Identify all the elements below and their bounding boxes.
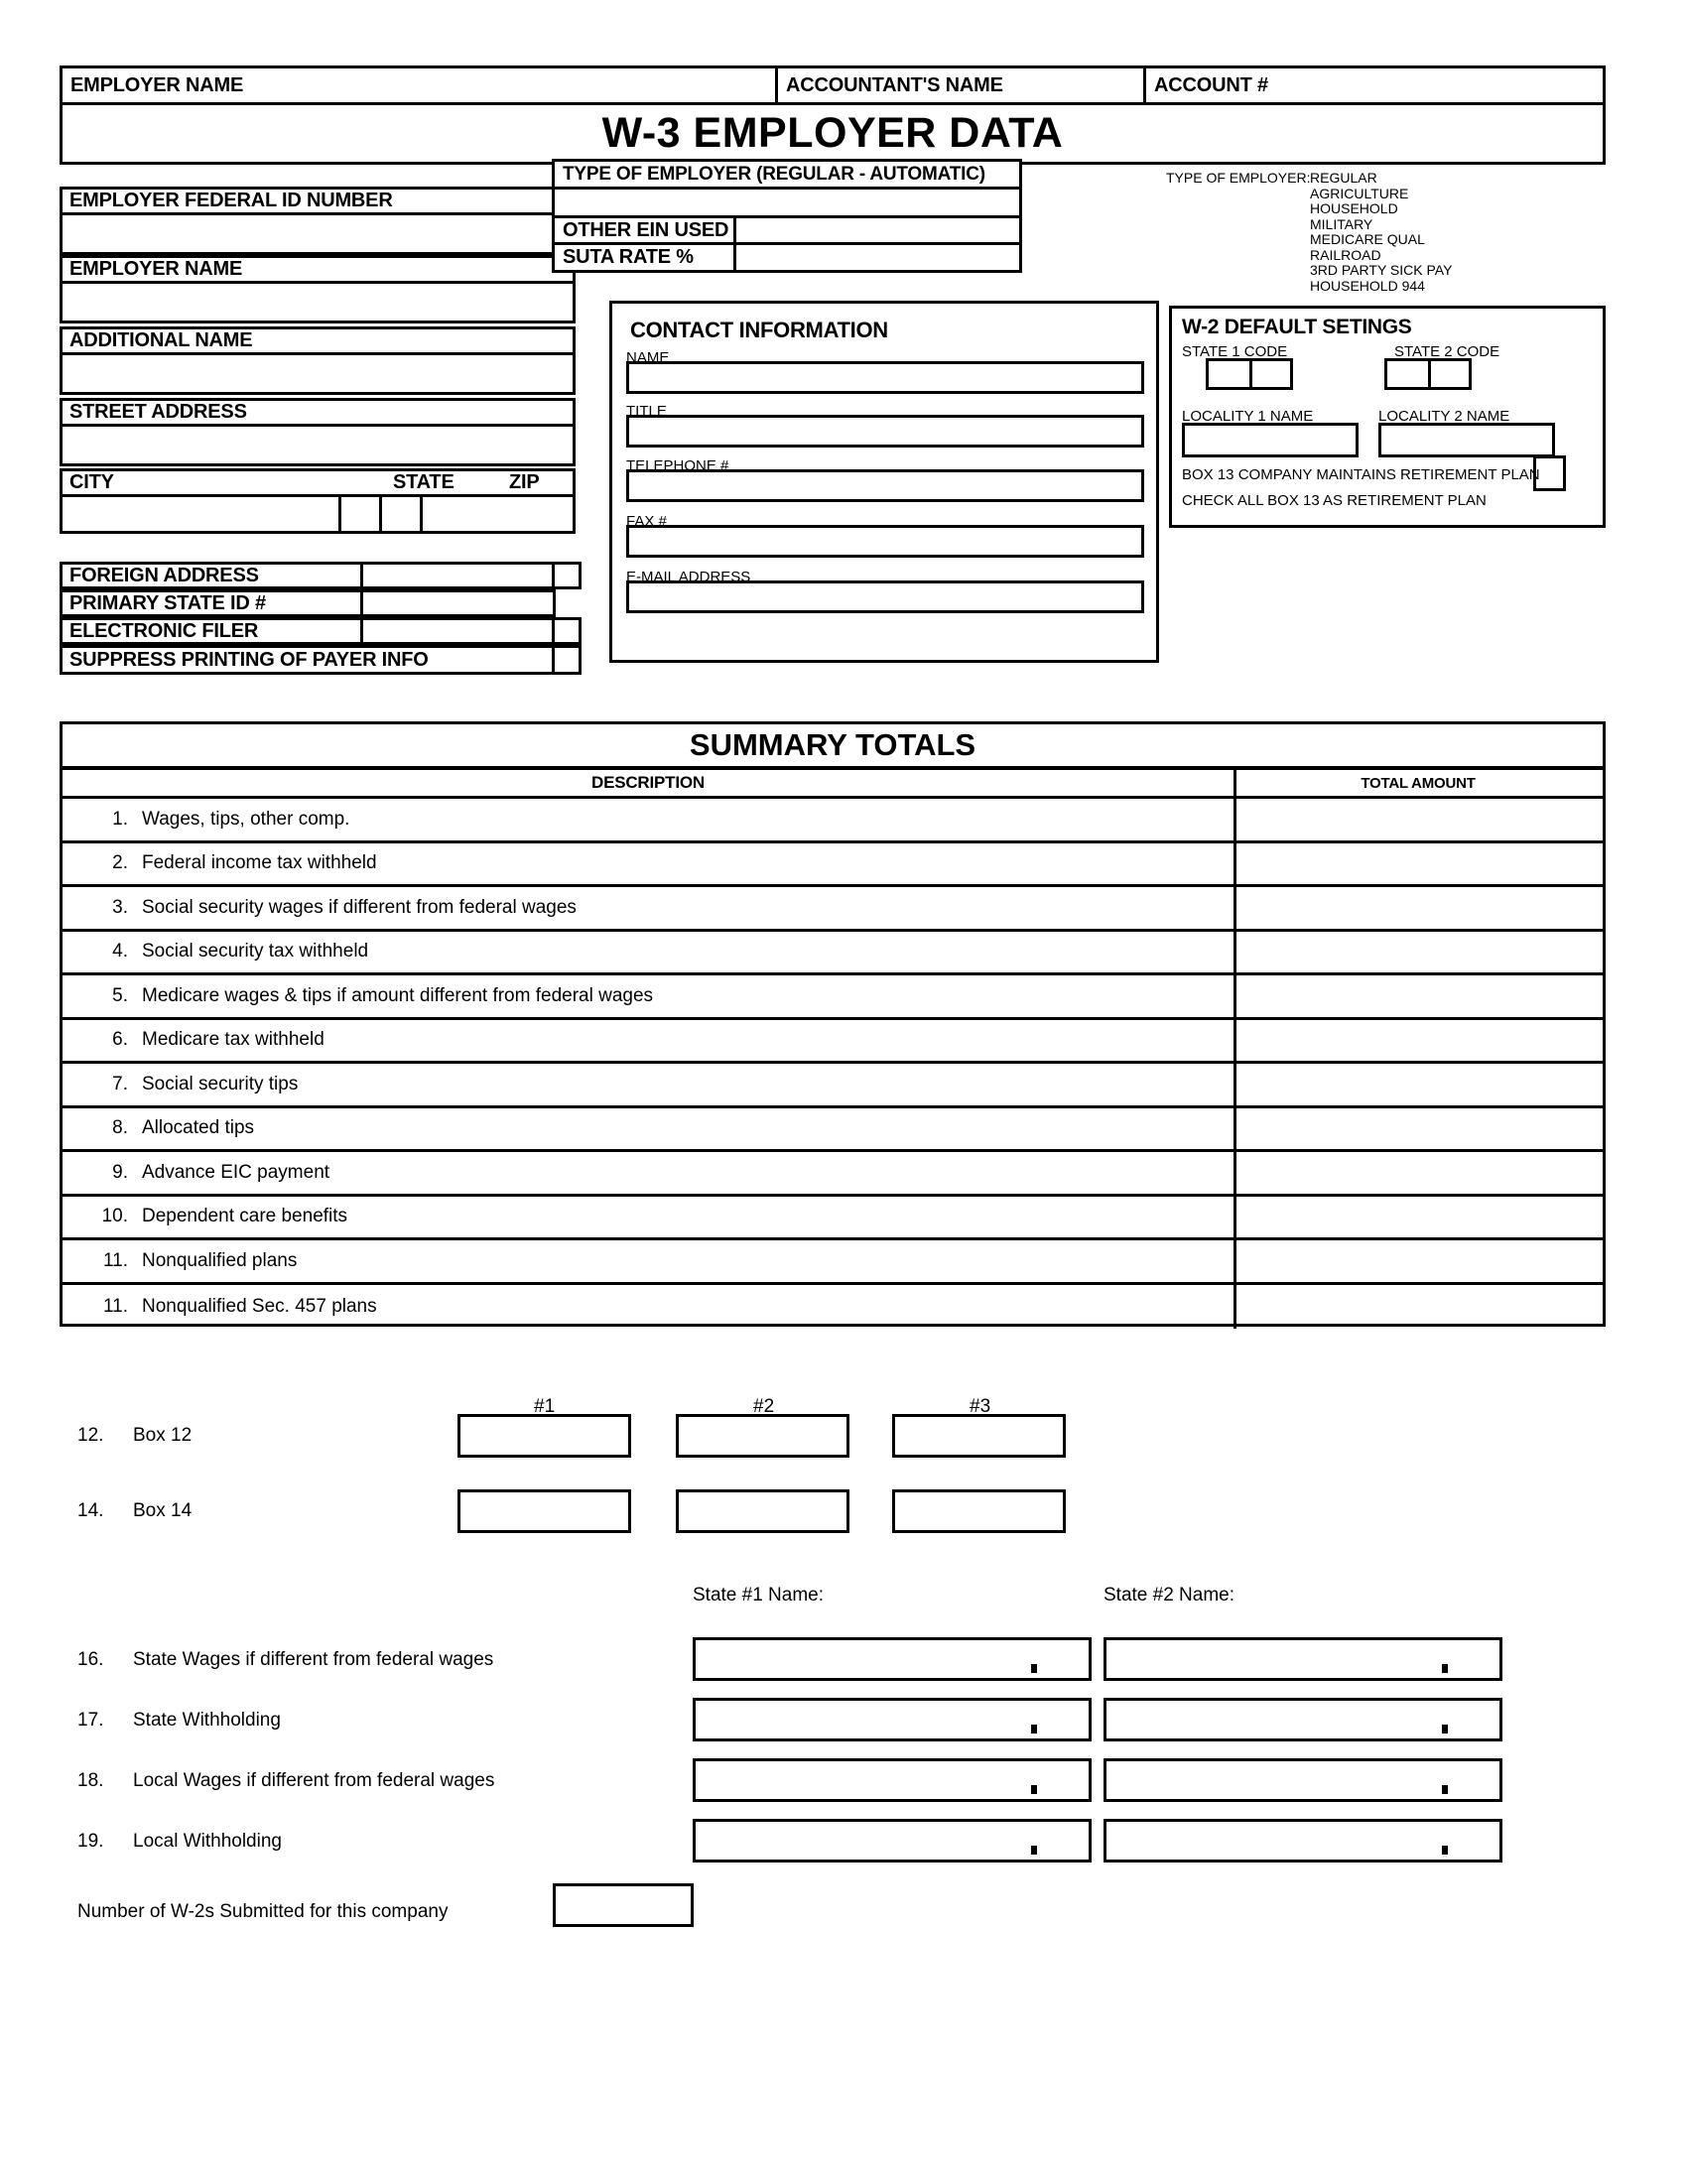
row-description: Wages, tips, other comp. [142,808,350,830]
legend-item: HOUSEHOLD [1310,200,1398,216]
header-account-number-label: ACCOUNT # [1154,73,1268,96]
row-description: Medicare wages & tips if amount different from federal wages [142,984,654,1006]
legend-item: REGULAR [1310,170,1377,186]
state-row-label: State Wages if different from federal wages [133,1649,494,1670]
label-state-2-code: STATE 2 CODE [1394,343,1500,360]
label-other-ein-used-box [552,218,736,245]
legend-item: RAILROAD [1310,246,1381,263]
row-description: Medicare tax withheld [142,1029,325,1051]
decimal-marker [1031,1846,1037,1855]
input-state-part-1[interactable] [341,497,379,531]
legend-item: MILITARY [1310,215,1373,232]
label-number-of-w2s-submitted: Number of W-2s Submitted for this company [77,1901,449,1922]
summary-totals-panel [60,721,1606,1327]
box-column-header-1: #1 [534,1396,556,1417]
row-amount-input[interactable] [1236,975,1603,1017]
label-other-ein-used: OTHER EIN USED [563,218,729,241]
form-header-strip [60,65,1606,105]
checkbox-box13-retirement-plan[interactable] [1533,455,1566,491]
label-box13-maintains-retirement-plan: BOX 13 COMPANY MAINTAINS RETIREMENT PLAN [1182,466,1540,483]
row-amount-input[interactable] [1236,843,1603,885]
type-of-employer-title: TYPE OF EMPLOYER (REGULAR - AUTOMATIC) [563,163,985,185]
row-amount-input[interactable] [1236,1108,1603,1150]
input-other-ein-used[interactable] [736,218,1022,245]
row-description: Dependent care benefits [142,1206,348,1227]
decimal-marker [1031,1664,1037,1673]
label-zip: ZIP [509,471,540,493]
row-amount-input[interactable] [1236,1152,1603,1194]
input-contact-name[interactable] [626,361,1144,394]
row-amount-input[interactable] [1236,1197,1603,1238]
input-foreign-address[interactable] [360,562,556,589]
input-electronic-filer[interactable] [360,617,556,645]
label-contact-name: NAME [626,349,670,366]
table-row [63,932,1603,976]
row-number: 3. [112,896,128,918]
input-local2-withholding[interactable] [1104,1819,1502,1863]
row-description: Nonqualified Sec. 457 plans [142,1295,377,1317]
row-description: Social security tips [142,1073,299,1094]
label-contact-telephone: TELEPHONE # [626,457,729,474]
decimal-marker [1442,1664,1448,1673]
legend-heading: TYPE OF EMPLOYER: [1166,170,1311,186]
state-row-number: 17. [77,1710,104,1731]
state-row-number: 19. [77,1831,104,1852]
row-amount-input[interactable] [1236,1020,1603,1062]
type-of-employer-title-box [552,159,1022,190]
row-description: Social security tax withheld [142,941,369,963]
label-locality-1-name: LOCALITY 1 NAME [1182,408,1314,425]
summary-totals-header-row [63,770,1603,799]
row-number: 8. [112,1117,128,1139]
label-foreign-address: FOREIGN ADDRESS [69,564,259,586]
w2-default-settings-panel [1169,306,1606,528]
label-primary-state-id: PRIMARY STATE ID # [69,591,266,614]
label-street-address: STREET ADDRESS [60,398,576,427]
row-description: Federal income tax withheld [142,852,377,874]
input-state2-withholding[interactable] [1104,1698,1502,1741]
table-row [63,975,1603,1020]
input-local1-withholding[interactable] [693,1819,1092,1863]
input-street-address[interactable] [60,427,576,466]
row-number: 4. [112,941,128,963]
input-contact-fax[interactable] [626,525,1144,558]
label-employer-name: EMPLOYER NAME [60,255,576,284]
input-local2-wages[interactable] [1104,1758,1502,1802]
checkbox-electronic-filer[interactable] [552,617,582,645]
input-state-2-code[interactable] [1384,358,1472,390]
input-box12-2[interactable] [676,1414,849,1458]
row-number: 5. [112,984,128,1006]
table-row [63,1064,1603,1108]
label-state-1-code: STATE 1 CODE [1182,343,1288,360]
row-amount-input[interactable] [1236,1240,1603,1282]
box-column-header-3: #3 [970,1396,991,1417]
input-contact-telephone[interactable] [626,469,1144,502]
page-title: W-3 EMPLOYER DATA [601,109,1064,157]
legend-item: 3RD PARTY SICK PAY [1310,262,1453,278]
label-contact-title: TITLE [626,403,667,420]
contact-information-title: CONTACT INFORMATION [630,318,888,342]
row-number: 9. [112,1161,128,1183]
summary-totals-title-row [63,724,1603,770]
row-suppress-printing [60,645,575,675]
input-contact-email[interactable] [626,580,1144,613]
row-number: 11. [102,1249,128,1271]
label-suta-rate: SUTA RATE % [563,246,694,268]
state-row-number: 16. [77,1649,104,1670]
table-row [63,1152,1603,1197]
checkbox-suppress-printing[interactable] [552,645,582,675]
input-city[interactable] [63,497,338,531]
decimal-marker [1031,1725,1037,1734]
table-row [63,887,1603,932]
input-box12-3[interactable] [892,1414,1066,1458]
row-description: Advance EIC payment [142,1161,330,1183]
label-suppress-printing: SUPPRESS PRINTING OF PAYER INFO [69,648,429,671]
box12-row-number: 12. [77,1425,104,1446]
row-number: 11. [102,1295,128,1317]
column-header-total-amount: TOTAL AMOUNT [1361,774,1476,792]
table-row [63,1240,1603,1285]
row-number: 1. [112,808,128,830]
state-2-code-divider [1428,361,1431,387]
legend-item: AGRICULTURE [1310,185,1409,201]
input-box14-3[interactable] [892,1489,1066,1533]
row-amount-input[interactable] [1236,1064,1603,1105]
input-locality-1-name[interactable] [1182,423,1359,457]
input-state-1-code[interactable] [1206,358,1293,390]
state-1-code-divider [1249,361,1252,387]
input-type-of-employer[interactable] [552,190,1022,218]
state-2-name-header: State #2 Name: [1104,1585,1235,1606]
box12-row-label: Box 12 [133,1425,193,1446]
label-locality-2-name: LOCALITY 2 NAME [1378,408,1510,425]
input-zip[interactable] [423,497,573,531]
input-employer-federal-id[interactable] [60,215,576,255]
box14-row-number: 14. [77,1500,104,1521]
input-box12-1[interactable] [457,1414,631,1458]
input-state-part-2[interactable] [382,497,420,531]
row-description: Nonqualified plans [142,1249,298,1271]
header-employer-name-label: EMPLOYER NAME [70,73,244,96]
row-number: 2. [112,852,128,874]
input-contact-title[interactable] [626,415,1144,448]
row-amount-input[interactable] [1236,932,1603,973]
state-row-label: Local Wages if different from federal wages [133,1770,495,1791]
input-locality-2-name[interactable] [1378,423,1555,457]
table-row [63,1197,1603,1241]
label-suta-rate-box [552,245,736,273]
decimal-marker [1442,1725,1448,1734]
row-amount-input[interactable] [1236,887,1603,929]
legend-items-list [1310,171,1452,294]
box14-row-label: Box 14 [133,1500,193,1521]
header-accountants-name-label: ACCOUNTANT'S NAME [786,73,1003,96]
box-column-header-2: #2 [753,1396,775,1417]
input-city-state-zip-row [60,497,576,534]
legend-item: HOUSEHOLD 944 [1310,277,1425,294]
state-row-label: Local Withholding [133,1831,282,1852]
input-local1-wages[interactable] [693,1758,1092,1802]
row-description: Social security wages if different from federal wages [142,896,577,918]
decimal-marker [1442,1846,1448,1855]
row-amount-input[interactable] [1236,1285,1603,1330]
table-row [63,1108,1603,1153]
input-suta-rate[interactable] [736,245,1022,273]
form-title-band [60,105,1606,165]
row-number: 7. [112,1073,128,1094]
input-state1-withholding[interactable] [693,1698,1092,1741]
input-primary-state-id[interactable] [360,589,556,617]
row-amount-input[interactable] [1236,799,1603,840]
input-number-of-w2s-submitted[interactable] [553,1883,694,1927]
input-state2-wages[interactable] [1104,1637,1502,1681]
input-employer-name[interactable] [60,284,576,323]
label-contact-email: E-MAIL ADDRESS [626,569,751,585]
label-city: CITY [69,471,114,493]
table-row [63,799,1603,843]
row-description: Allocated tips [142,1117,255,1139]
table-row [63,1285,1603,1330]
table-row [63,843,1603,888]
label-city-state-zip-row [60,468,576,497]
state-1-name-header: State #1 Name: [693,1585,825,1606]
label-electronic-filer: ELECTRONIC FILER [69,619,259,642]
state-row-label: State Withholding [133,1710,281,1731]
w2-default-settings-title: W-2 DEFAULT SETINGS [1182,316,1412,338]
legend-item: MEDICARE QUAL [1310,231,1425,247]
input-box14-2[interactable] [676,1489,849,1533]
decimal-marker [1442,1785,1448,1794]
state-row-number: 18. [77,1770,104,1791]
input-box14-1[interactable] [457,1489,631,1533]
input-additional-name[interactable] [60,355,576,395]
column-header-description: DESCRIPTION [591,773,705,792]
label-contact-fax: FAX # [626,513,667,530]
label-state: STATE [393,471,454,493]
row-number: 10. [101,1206,128,1227]
input-state1-wages[interactable] [693,1637,1092,1681]
checkbox-foreign-address[interactable] [552,562,582,589]
decimal-marker [1031,1785,1037,1794]
contact-information-panel [609,301,1159,663]
table-row [63,1020,1603,1065]
label-check-all-box13-retirement-plan: CHECK ALL BOX 13 AS RETIREMENT PLAN [1182,492,1487,509]
label-employer-federal-id: EMPLOYER FEDERAL ID NUMBER [60,187,576,215]
label-additional-name: ADDITIONAL NAME [60,326,576,355]
summary-totals-title: SUMMARY TOTALS [689,727,976,762]
row-number: 6. [112,1029,128,1051]
